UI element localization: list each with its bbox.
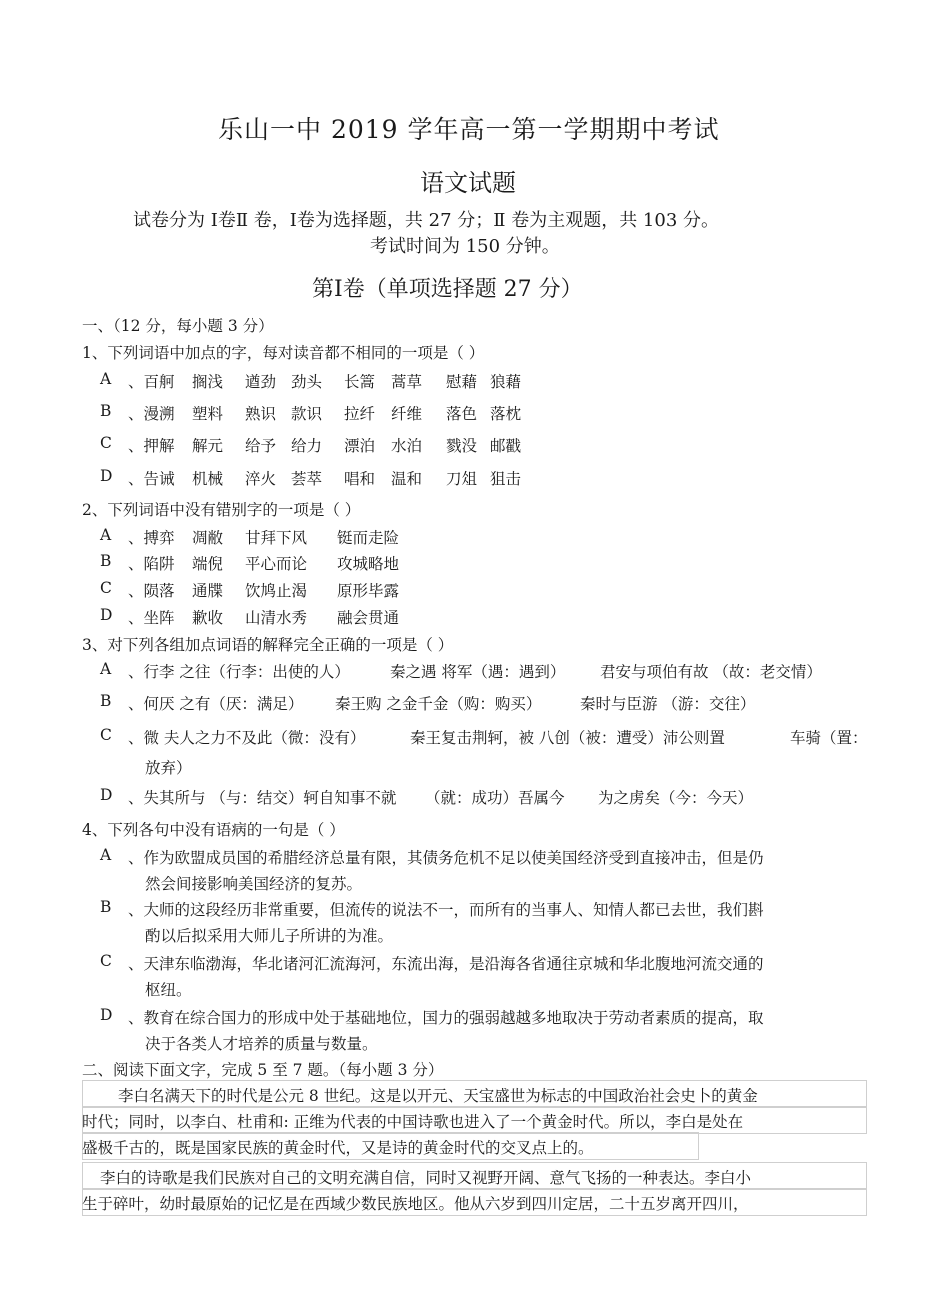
option-word: 给力: [291, 437, 323, 455]
option-letter: C: [100, 434, 112, 452]
option-word: 熟识: [245, 405, 277, 423]
option-word: 劲头: [291, 373, 323, 391]
option-letter: B: [100, 692, 112, 710]
option-part: 、微 夫人之力不及此（微：没有）: [128, 729, 366, 747]
option-word: 、漫溯: [128, 405, 175, 423]
option-word: 搁浅: [192, 373, 224, 391]
passage-line: 李白名满天下的时代是公元 8 世纪。这是以开元、天宝盛世为标志的中国政治社会史卜的黄金: [118, 1087, 758, 1105]
option-letter: A: [100, 370, 112, 388]
option-letter: B: [100, 402, 112, 420]
option-word: 水泊: [391, 437, 423, 455]
option-letter: D: [100, 606, 113, 624]
option-word: 歉收: [192, 609, 224, 627]
option-part: 、行李 之往（行李：出使的人）: [128, 663, 350, 681]
option-word: 平心而论: [245, 555, 308, 573]
option-word: 原形毕露: [337, 582, 400, 600]
option-word: 甘拜下风: [245, 529, 308, 547]
option-letter: C: [100, 726, 112, 744]
passage-line: 盛极千古的，既是国家民族的黄金时代，又是诗的黄金时代的交叉点上的。: [82, 1139, 594, 1157]
option-letter: D: [100, 467, 113, 485]
option-word: 落枕: [490, 405, 522, 423]
option-word: 、陷阱: [128, 555, 175, 573]
option-part: （就：成功）吾属今: [425, 789, 565, 807]
option-word: 铤而走险: [337, 529, 400, 547]
option-word: 遒劲: [245, 373, 277, 391]
option-word: 荟萃: [291, 470, 323, 488]
option-word: 塑料: [192, 405, 224, 423]
option-word: 狼藉: [490, 373, 522, 391]
option-part: 车骑（置：: [790, 729, 868, 747]
option-word: 款识: [291, 405, 323, 423]
option-text: 、教育在综合国力的形成中处于基础地位，国力的强弱越越多地取决于劳动者素质的提高，取: [128, 1009, 764, 1027]
exam-info-line2: 考试时间为 150 分钟。: [370, 236, 560, 257]
option-word: 、百舸: [128, 373, 175, 391]
option-word: 、押解: [128, 437, 175, 455]
option-word: 、搏弈: [128, 529, 175, 547]
option-word: 落色: [446, 405, 478, 423]
option-word: 山清水秀: [245, 609, 308, 627]
option-text: 枢纽。: [145, 981, 192, 999]
passage-line: 生于碎叶，幼时最原始的记忆是在西域少数民族地区。他从六岁到四川定居，二十五岁离开四川，: [82, 1195, 749, 1213]
option-letter: B: [100, 552, 112, 570]
option-part: 、失其所与 （与：结交）轲自知事不就: [128, 789, 397, 807]
option-word: 戮没: [446, 437, 478, 455]
exam-info-line1: 试卷分为 Ⅰ卷Ⅱ 卷，Ⅰ卷为选择题，共 27 分；Ⅱ 卷为主观题，共 103 分。: [133, 210, 719, 231]
passage-line: 李白的诗歌是我们民族对自己的文明充满自信，同时又视野开阔、意气飞扬的一种表达。李白小: [100, 1169, 752, 1187]
option-continuation: 放弃）: [145, 759, 192, 777]
option-word: 凋敝: [192, 529, 224, 547]
passage-line: 时代；同时，以李白、杜甫和: 正维为代表的中国诗歌也进入了一个黄金时代。所以，李白是处在: [82, 1113, 744, 1131]
part1-heading: 一、（12 分，每小题 3 分）: [82, 317, 274, 335]
option-word: 机械: [192, 470, 224, 488]
option-letter: A: [100, 660, 112, 678]
option-part: 秦时与臣游 （游：交往）: [580, 695, 756, 713]
option-word: 、陨落: [128, 582, 175, 600]
option-letter: C: [100, 952, 112, 970]
option-letter: C: [100, 579, 112, 597]
option-word: 刀俎: [446, 470, 478, 488]
option-word: 、告诫: [128, 470, 175, 488]
part2-heading: 二、阅读下面文字，完成 5 至 7 题。（每小题 3 分）: [82, 1061, 444, 1079]
option-word: 纤维: [391, 405, 423, 423]
option-word: 蒿草: [391, 373, 423, 391]
option-word: 慰藉: [446, 373, 478, 391]
option-letter: D: [100, 1006, 113, 1024]
option-word: 、坐阵: [128, 609, 175, 627]
option-part: 、何厌 之有（厌：满足）: [128, 695, 304, 713]
option-word: 漂泊: [344, 437, 376, 455]
option-text: 决于各类人才培养的质量与数量。: [145, 1035, 378, 1053]
q4-stem: 4、下列各句中没有语病的一句是（ ）: [82, 821, 345, 839]
section-title: 第Ⅰ卷（单项选择题 27 分）: [312, 277, 583, 302]
option-letter: A: [100, 846, 112, 864]
option-letter: A: [100, 526, 112, 544]
option-word: 解元: [192, 437, 224, 455]
option-text: 酌以后拟采用大师儿子所讲的为准。: [145, 927, 394, 945]
option-word: 给予: [245, 437, 277, 455]
option-word: 饮鸠止渴: [245, 582, 308, 600]
exam-subtitle: 语文试题: [420, 169, 516, 197]
option-letter: B: [100, 898, 112, 916]
q2-stem: 2、下列词语中没有错别字的一项是（ ）: [82, 501, 361, 519]
option-word: 融会贯通: [337, 609, 400, 627]
option-word: 拉纤: [344, 405, 376, 423]
option-part: 君安与项伯有故 （故：老交情）: [600, 663, 822, 681]
option-part: 为之虏矣（今：今天）: [598, 789, 754, 807]
option-word: 唱和: [344, 470, 376, 488]
option-part: 秦之遇 将军（遇：遇到）: [390, 663, 566, 681]
option-word: 端倪: [192, 555, 224, 573]
exam-title: 乐山一中 2019 学年高一第一学期期中考试: [218, 115, 720, 144]
option-word: 攻城略地: [337, 555, 400, 573]
option-text: 然会间接影响美国经济的复苏。: [145, 875, 363, 893]
option-word: 长篙: [344, 373, 376, 391]
option-text: 、作为欧盟成员国的希腊经济总量有限，其债务危机不足以使美国经济受到直接冲击，但是仍: [128, 849, 764, 867]
option-word: 温和: [391, 470, 423, 488]
option-word: 淬火: [245, 470, 277, 488]
option-part: 秦王复击荆轲，被 八创（被：遭受）沛公则置: [410, 729, 725, 747]
option-text: 、天津东临渤海，华北诸河汇流海河，东流出海，是沿海各省通往京城和华北腹地河流交通的: [128, 955, 764, 973]
option-part: 秦王购 之金千金（购：购买）: [335, 695, 542, 713]
option-text: 、大师的这段经历非常重要，但流传的说法不一，而所有的当事人、知情人都已去世，我们斟: [128, 901, 764, 919]
q1-stem: 1、下列词语中加点的字，每对读音都不相同的一项是（ ）: [82, 344, 485, 362]
option-letter: D: [100, 786, 113, 804]
option-word: 邮戳: [490, 437, 522, 455]
option-word: 通牒: [192, 582, 224, 600]
option-word: 狙击: [490, 470, 522, 488]
q3-stem: 3、对下列各组加点词语的解释完全正确的一项是（ ）: [82, 636, 454, 654]
